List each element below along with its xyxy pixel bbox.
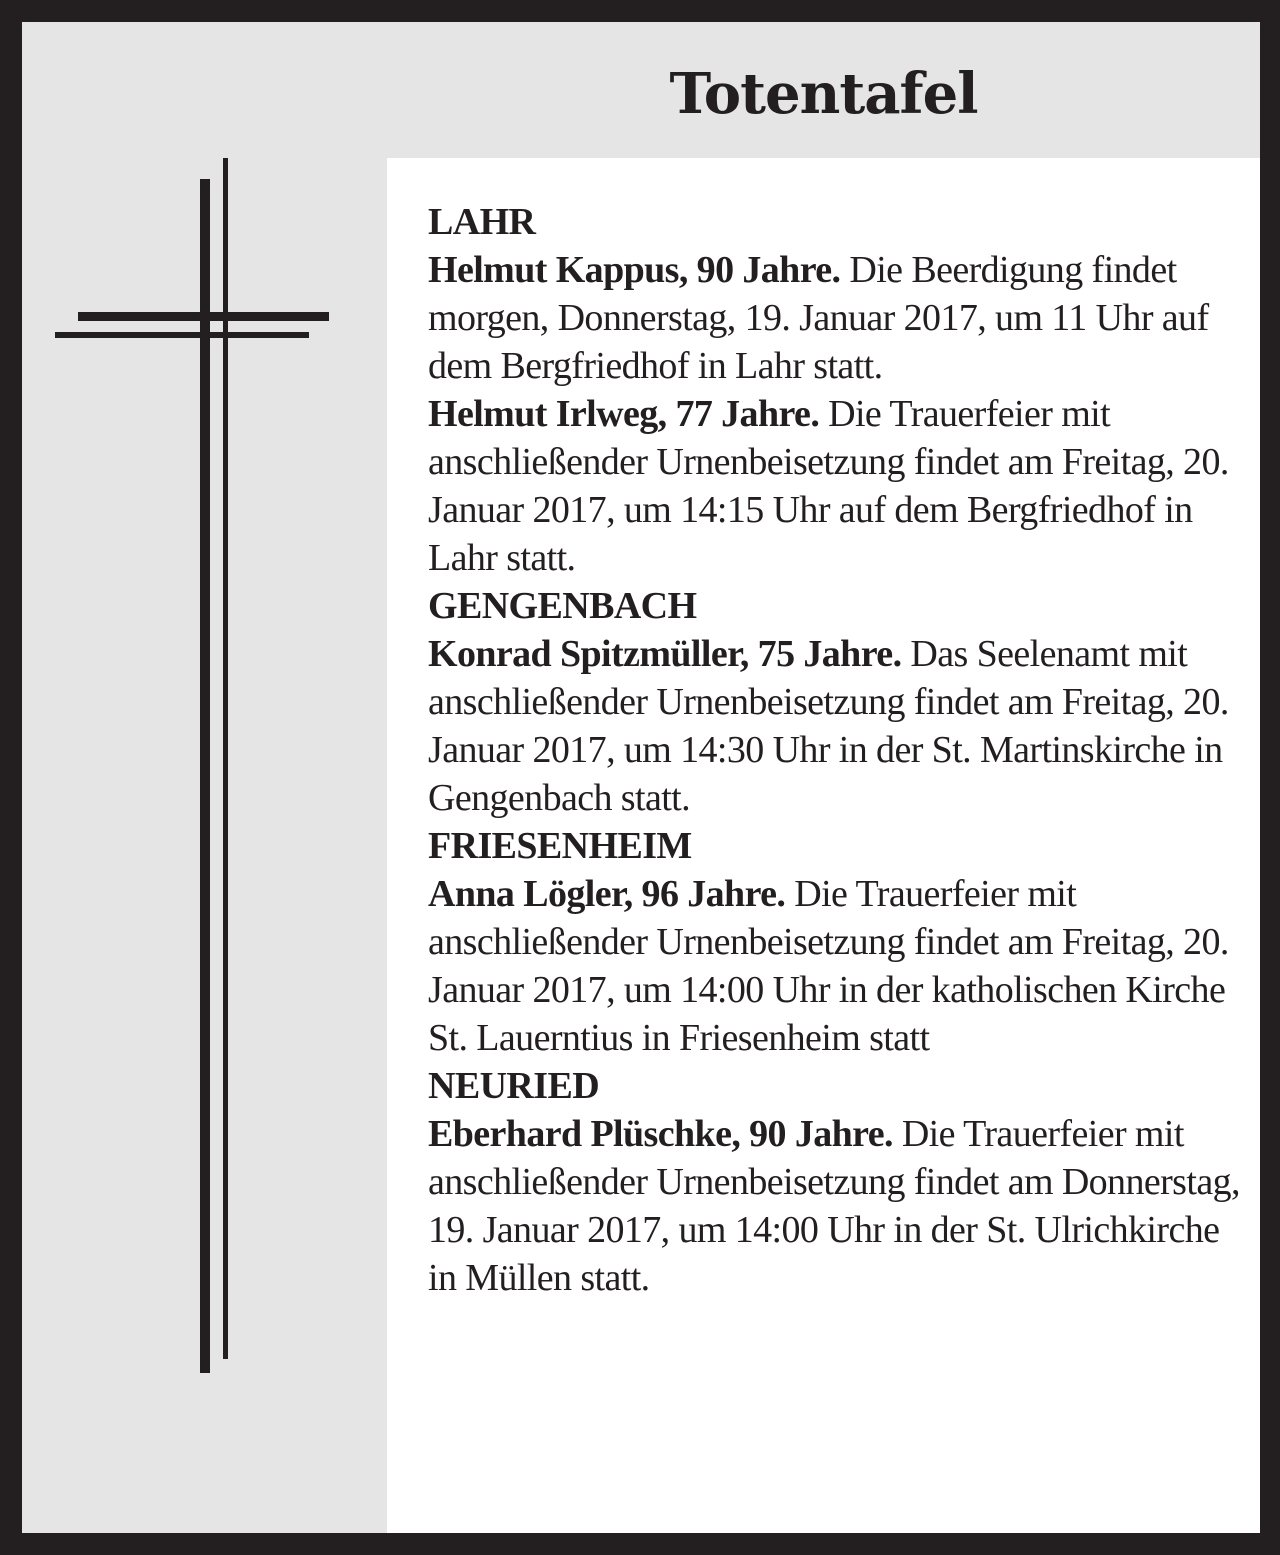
- section-lahr: [428, 198, 1248, 582]
- deceased-name: Anna Lögler, 96 Jahre.: [428, 873, 786, 915]
- section-gengenbach: [428, 582, 1248, 822]
- town-heading: FRIESENHEIM: [428, 825, 692, 867]
- section-neuried: [428, 1062, 1248, 1302]
- obituary-panel: [22, 22, 1260, 1533]
- notice-text: Die Trauerfeier mit anschließender Urnenbeisetzung findet am Freitag, 20. Januar 2017, um 14:00 Uhr in der katholischen Kirche St. Lauerntius in Friesenheim statt: [428, 873, 1229, 1059]
- notice-list: [428, 198, 1248, 1302]
- notice-entry: [428, 246, 1248, 390]
- deceased-name: Helmut Kappus, 90 Jahre.: [428, 249, 841, 291]
- deceased-name: Eberhard Plüschke, 90 Jahre.: [428, 1113, 893, 1155]
- town-heading: LAHR: [428, 201, 536, 243]
- town-heading: GENGENBACH: [428, 585, 697, 627]
- notice-content: [387, 158, 1260, 1533]
- deceased-name: Konrad Spitzmüller, 75 Jahre.: [428, 633, 902, 675]
- notice-entry: [428, 1110, 1248, 1302]
- notice-entry: [428, 630, 1248, 822]
- section-friesenheim: [428, 822, 1248, 1062]
- notice-text: Die Beerdigung findet morgen, Donnerstag, 19. Januar 2017, um 11 Uhr auf dem Bergfriedhof in Lahr statt.: [428, 249, 1209, 387]
- cross-icon: [22, 22, 387, 1533]
- notice-text: Die Trauerfeier mit anschließender Urnenbeisetzung findet am Donnerstag, 19. Januar 2017, um 14:00 Uhr in der St. Ulrichkirche in Müllen statt.: [428, 1113, 1240, 1299]
- notice-text: Die Trauerfeier mit anschließender Urnenbeisetzung findet am Freitag, 20. Januar 2017, um 14:15 Uhr auf dem Bergfriedhof in Lahr statt.: [428, 393, 1229, 579]
- cross-vertical-bar-right: [223, 158, 228, 1359]
- town-heading: NEURIED: [428, 1065, 600, 1107]
- cross-vertical-bar-left: [200, 179, 210, 1373]
- deceased-name: Helmut Irlweg, 77 Jahre.: [428, 393, 820, 435]
- page-title: Totentafel: [669, 61, 978, 127]
- notice-text: Das Seelenamt mit anschließender Urnenbeisetzung findet am Freitag, 20. Januar 2017, um 14:30 Uhr in der St. Martinskirche in Gengenbach statt.: [428, 633, 1229, 819]
- notice-entry: [428, 390, 1248, 582]
- cross-horizontal-bar-upper: [78, 312, 329, 321]
- cross-horizontal-bar-lower: [55, 332, 309, 338]
- notice-entry: [428, 870, 1248, 1062]
